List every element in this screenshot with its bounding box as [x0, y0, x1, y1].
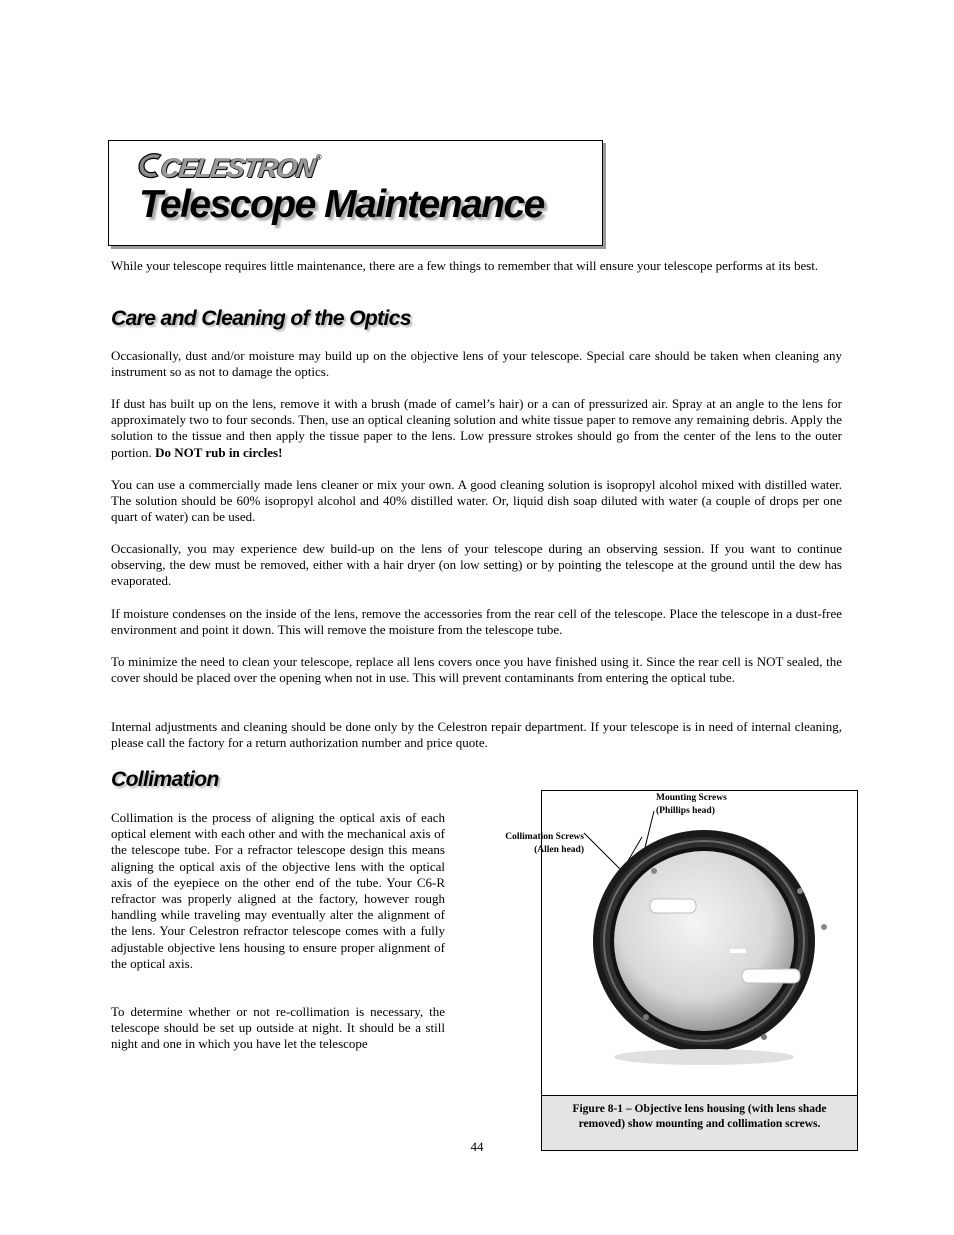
objective-lens-photo	[542, 791, 857, 1095]
care-paragraph-1: Occasionally, dust and/or moisture may build up on the objective lens of your telescope. Special care should be taken when cleaning any instrument so as not to damage the optics.	[111, 348, 842, 380]
care-paragraph-6: To minimize the need to clean your telescope, replace all lens covers once you have finished using it. Since the rear cell is NOT sealed, the cover should be placed over the opening when not in use. This will prevent contaminants from entering the optical tube.	[111, 654, 842, 686]
header-box	[108, 140, 603, 246]
logo-text: CELESTRON®	[158, 153, 323, 183]
care-paragraph-3: You can use a commercially made lens cleaner or mix your own. A good cleaning solution is isopropyl alcohol mixed with distilled water. The solution should be 60% isopropyl alcohol and 40% distilled water. Or, liquid dish soap diluted with water (a couple of drops per one quart of water) can be used.	[111, 477, 842, 525]
collimation-heading: Collimation	[111, 768, 219, 791]
allen-head-label: (Allen head)	[534, 844, 584, 855]
collimation-paragraph-2: To determine whether or not re-collimation is necessary, the telescope should be set up outside at night. It should be a still night and one in which you have let the telescope	[111, 1004, 445, 1052]
phillips-head-label: (Phillips head)	[656, 805, 715, 816]
mounting-screws-callout	[656, 792, 727, 817]
celestron-logo	[135, 149, 345, 183]
figure-8-1	[505, 790, 858, 1151]
care-paragraph-4: Occasionally, you may experience dew build-up on the lens of your telescope during an observing session. If you want to continue observing, the dew must be removed, either with a hair dryer (on low setting) or by pointing the telescope at the ground until the dew has evaporated.	[111, 541, 842, 589]
care-paragraph-2-text: If dust has built up on the lens, remove it with a brush (made of camel’s hair) or a can of pressurized air. Spray at an angle to the lens for approximately two to four seconds. Then, use an optical cleaning solution and white tissue paper to remove any remaining debris. Apply the solution to the tissue and then apply the tissue paper to the lens. Low pressure strokes should go from the center of the lens to the outer portion.	[111, 396, 842, 460]
page-number: 44	[470, 1139, 484, 1154]
collimation-screws-label: Collimation Screws	[505, 832, 584, 842]
care-paragraph-5: If moisture condenses on the inside of the lens, remove the accessories from the rear cell of the telescope. Place the telescope in a dust-free environment and point it down. This will remove the moisture from the telescope tube.	[111, 606, 842, 638]
collimation-screws-callout	[494, 831, 584, 856]
collimation-paragraph-1: Collimation is the process of aligning the optical axis of each optical element with each other and with the mechanical axis of the telescope tube. For a refractor telescope design this means aligning the optical axis of the objective lens with the optical axis of the eyepiece on the other end of the tube. Your C6-R refractor was properly aligned at the factory, however rough handling while traveling may eventually alter the alignment of the lens. Your Celestron refractor telescope comes with a fully adjustable objective lens housing to ensure proper alignment of the optical axis.	[111, 810, 445, 971]
care-cleaning-heading: Care and Cleaning of the Optics	[111, 307, 411, 330]
care-paragraph-2	[111, 396, 842, 461]
intro-paragraph: While your telescope requires little maintenance, there are a few things to remember that will ensure your telescope performs at its best.	[111, 258, 819, 273]
mounting-screws-label: Mounting Screws	[656, 793, 727, 803]
figure-caption: Figure 8-1 – Objective lens housing (with lens shade removed) show mounting and collimation screws.	[542, 1095, 857, 1150]
warning-text: Do NOT rub in circles!	[155, 444, 283, 460]
registered-mark: ®	[314, 153, 323, 162]
page-title: Telescope Maintenance	[139, 183, 544, 226]
care-paragraph-7: Internal adjustments and cleaning should be done only by the Celestron repair department. If your telescope is in need of internal cleaning, please call the factory for a return authorization number and price quote.	[111, 719, 842, 751]
